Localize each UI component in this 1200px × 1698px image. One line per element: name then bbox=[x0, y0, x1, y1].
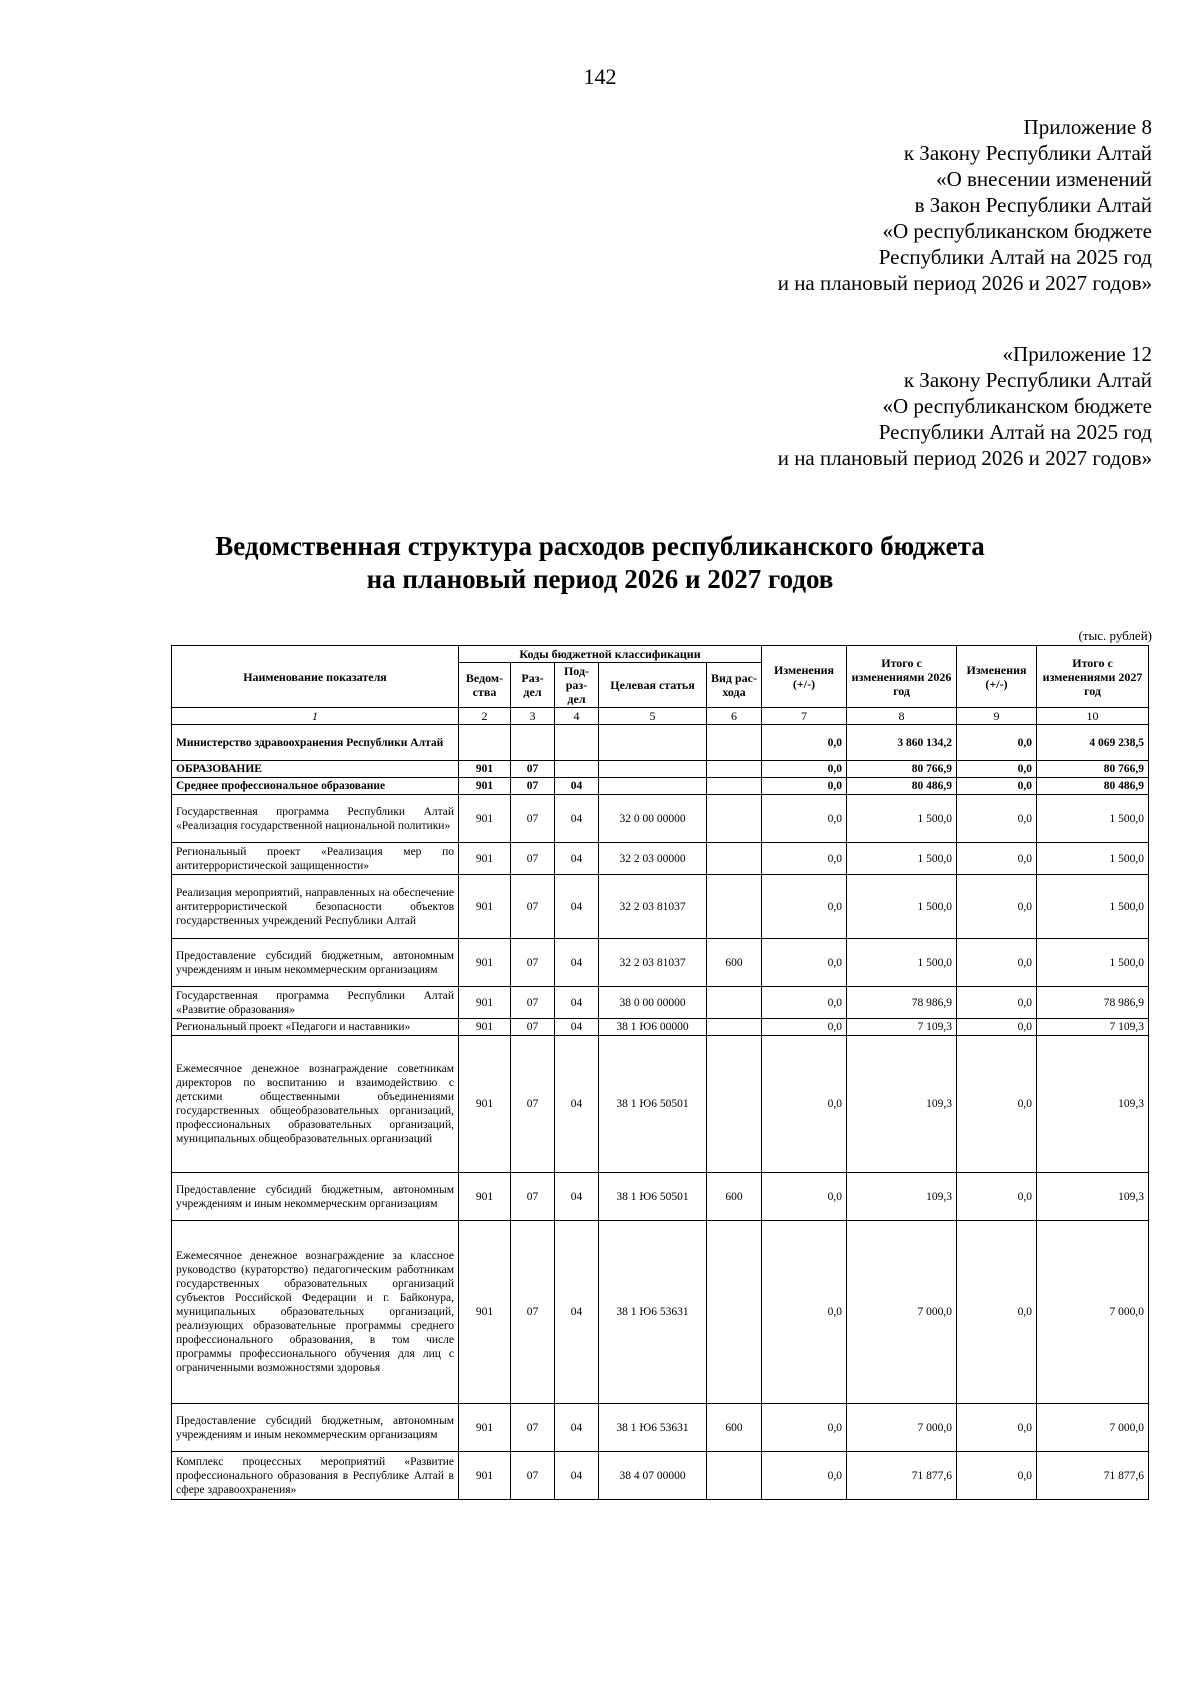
row-change-2027: 0,0 bbox=[957, 725, 1037, 761]
header-codes-group: Коды бюджетной классификации bbox=[459, 646, 762, 663]
row-celevaya bbox=[599, 778, 707, 795]
appendix-8-line: и на плановый период 2026 и 2027 годов» bbox=[777, 271, 1152, 295]
row-vid bbox=[707, 1452, 762, 1500]
row-total-2026: 1 500,0 bbox=[847, 875, 957, 939]
row-total-2027: 80 766,9 bbox=[1037, 761, 1149, 778]
appendix-8-line: «О внесении изменений bbox=[936, 167, 1152, 191]
column-number: 3 bbox=[511, 708, 555, 725]
row-vid: 600 bbox=[707, 1404, 762, 1452]
row-change-2026: 0,0 bbox=[762, 1452, 847, 1500]
row-change-2026: 0,0 bbox=[762, 795, 847, 843]
row-name: Региональный проект «Реализация мер по антитеррористической защищенности» bbox=[172, 843, 459, 875]
row-podrazdel: 04 bbox=[555, 1404, 599, 1452]
row-change-2027: 0,0 bbox=[957, 875, 1037, 939]
row-celevaya: 32 0 00 00000 bbox=[599, 795, 707, 843]
row-vid bbox=[707, 1019, 762, 1036]
column-numbers-row bbox=[172, 708, 1149, 725]
row-change-2027: 0,0 bbox=[957, 778, 1037, 795]
row-celevaya bbox=[599, 725, 707, 761]
row-razdel: 07 bbox=[511, 1221, 555, 1404]
header-name: Наименование показателя bbox=[172, 646, 459, 708]
row-total-2027: 7 109,3 bbox=[1037, 1019, 1149, 1036]
row-vedomstvo: 901 bbox=[459, 1019, 511, 1036]
header-podrazdel: Под-раз-дел bbox=[555, 663, 599, 708]
table-row bbox=[172, 843, 1149, 875]
row-razdel: 07 bbox=[511, 1173, 555, 1221]
row-change-2027: 0,0 bbox=[957, 939, 1037, 987]
row-razdel: 07 bbox=[511, 875, 555, 939]
row-change-2026: 0,0 bbox=[762, 843, 847, 875]
table-row bbox=[172, 725, 1149, 761]
row-change-2027: 0,0 bbox=[957, 795, 1037, 843]
row-podrazdel: 04 bbox=[555, 1019, 599, 1036]
row-name: Государственная программа Республики Алтай «Развитие образования» bbox=[172, 987, 459, 1019]
appendix-8-line: Приложение 8 bbox=[1023, 115, 1152, 139]
row-change-2026: 0,0 bbox=[762, 778, 847, 795]
table-row bbox=[172, 1036, 1149, 1173]
header-total-2027: Итого с изменениями 2027 год bbox=[1037, 646, 1149, 708]
row-name: Реализация мероприятий, направленных на обеспечение антитеррористической безопасности объектов государственных учреждений Республики Алтай bbox=[172, 875, 459, 939]
row-celevaya: 32 2 03 00000 bbox=[599, 843, 707, 875]
row-name: Государственная программа Республики Алтай «Реализация государственной национальной политики» bbox=[172, 795, 459, 843]
row-razdel: 07 bbox=[511, 778, 555, 795]
column-number: 4 bbox=[555, 708, 599, 725]
page-number: 142 bbox=[583, 64, 617, 89]
row-total-2027: 71 877,6 bbox=[1037, 1452, 1149, 1500]
table-row bbox=[172, 1019, 1149, 1036]
table-row bbox=[172, 761, 1149, 778]
column-number: 2 bbox=[459, 708, 511, 725]
row-change-2026: 0,0 bbox=[762, 1036, 847, 1173]
row-podrazdel: 04 bbox=[555, 987, 599, 1019]
row-vid bbox=[707, 1221, 762, 1404]
row-total-2026: 3 860 134,2 bbox=[847, 725, 957, 761]
row-vedomstvo: 901 bbox=[459, 875, 511, 939]
row-celevaya: 38 1 Ю6 50501 bbox=[599, 1173, 707, 1221]
table-header bbox=[172, 646, 1149, 725]
row-total-2027: 78 986,9 bbox=[1037, 987, 1149, 1019]
header-celevaya: Целевая статья bbox=[599, 663, 707, 708]
row-vedomstvo: 901 bbox=[459, 1221, 511, 1404]
row-podrazdel: 04 bbox=[555, 875, 599, 939]
row-vedomstvo bbox=[459, 725, 511, 761]
appendix-12-line: Республики Алтай на 2025 год bbox=[878, 420, 1152, 444]
row-total-2026: 80 486,9 bbox=[847, 778, 957, 795]
table-row bbox=[172, 1404, 1149, 1452]
table-row bbox=[172, 778, 1149, 795]
row-celevaya: 38 1 Ю6 50501 bbox=[599, 1036, 707, 1173]
row-celevaya bbox=[599, 761, 707, 778]
row-name: Ежемесячное денежное вознаграждение советникам директоров по воспитанию и взаимодействию с детскими общественными объединениями государственных общеобразовательных организаций, профессиональных образовательных организаций, муниципальных общеобразовательных организаций bbox=[172, 1036, 459, 1173]
row-vedomstvo: 901 bbox=[459, 1173, 511, 1221]
row-total-2026: 78 986,9 bbox=[847, 987, 957, 1019]
row-total-2026: 7 109,3 bbox=[847, 1019, 957, 1036]
table-row bbox=[172, 1173, 1149, 1221]
row-name: ОБРАЗОВАНИЕ bbox=[172, 761, 459, 778]
row-total-2026: 1 500,0 bbox=[847, 795, 957, 843]
column-number: 10 bbox=[1037, 708, 1149, 725]
document-title-line-1: Ведомственная структура расходов республиканского бюджета bbox=[215, 531, 985, 561]
appendix-12-line: «Приложение 12 bbox=[1002, 342, 1152, 366]
table-row bbox=[172, 987, 1149, 1019]
row-podrazdel: 04 bbox=[555, 795, 599, 843]
row-total-2027: 109,3 bbox=[1037, 1173, 1149, 1221]
budget-table bbox=[171, 645, 1149, 1500]
appendix-12-line: и на плановый период 2026 и 2027 годов» bbox=[777, 446, 1152, 470]
column-number: 6 bbox=[707, 708, 762, 725]
row-razdel: 07 bbox=[511, 1452, 555, 1500]
row-change-2027: 0,0 bbox=[957, 1404, 1037, 1452]
row-total-2026: 1 500,0 bbox=[847, 939, 957, 987]
row-razdel: 07 bbox=[511, 795, 555, 843]
row-change-2026: 0,0 bbox=[762, 725, 847, 761]
row-celevaya: 38 1 Ю6 53631 bbox=[599, 1221, 707, 1404]
row-vid bbox=[707, 843, 762, 875]
units-label: (тыс. рублей) bbox=[1078, 628, 1152, 643]
row-name: Комплекс процессных мероприятий «Развитие профессионального образования в Республике Алтай в сфере здравоохранения» bbox=[172, 1452, 459, 1500]
document-title bbox=[0, 530, 1200, 596]
row-podrazdel: 04 bbox=[555, 843, 599, 875]
row-vedomstvo: 901 bbox=[459, 1036, 511, 1173]
row-change-2026: 0,0 bbox=[762, 1173, 847, 1221]
row-razdel: 07 bbox=[511, 987, 555, 1019]
appendix-8-line: Республики Алтай на 2025 год bbox=[878, 245, 1152, 269]
row-name: Министерство здравоохранения Республики Алтай bbox=[172, 725, 459, 761]
row-name: Региональный проект «Педагоги и наставники» bbox=[172, 1019, 459, 1036]
row-celevaya: 38 0 00 00000 bbox=[599, 987, 707, 1019]
row-podrazdel: 04 bbox=[555, 939, 599, 987]
row-podrazdel: 04 bbox=[555, 1452, 599, 1500]
row-razdel: 07 bbox=[511, 1019, 555, 1036]
appendix-12-header bbox=[778, 341, 1152, 471]
row-podrazdel: 04 bbox=[555, 1173, 599, 1221]
row-vedomstvo: 901 bbox=[459, 795, 511, 843]
row-vid bbox=[707, 725, 762, 761]
row-change-2027: 0,0 bbox=[957, 1221, 1037, 1404]
column-number: 9 bbox=[957, 708, 1037, 725]
row-name: Предоставление субсидий бюджетным, автономным учреждениям и иным некоммерческим организациям bbox=[172, 1173, 459, 1221]
row-total-2026: 1 500,0 bbox=[847, 843, 957, 875]
table-row bbox=[172, 875, 1149, 939]
row-total-2027: 1 500,0 bbox=[1037, 875, 1149, 939]
row-vid bbox=[707, 987, 762, 1019]
row-vedomstvo: 901 bbox=[459, 939, 511, 987]
row-razdel bbox=[511, 725, 555, 761]
row-razdel: 07 bbox=[511, 761, 555, 778]
row-change-2027: 0,0 bbox=[957, 1019, 1037, 1036]
header-change-2026: Изменения (+/-) bbox=[762, 646, 847, 708]
row-vedomstvo: 901 bbox=[459, 761, 511, 778]
row-change-2027: 0,0 bbox=[957, 987, 1037, 1019]
row-change-2026: 0,0 bbox=[762, 761, 847, 778]
row-razdel: 07 bbox=[511, 1036, 555, 1173]
row-total-2027: 80 486,9 bbox=[1037, 778, 1149, 795]
table-row bbox=[172, 939, 1149, 987]
row-total-2027: 1 500,0 bbox=[1037, 939, 1149, 987]
row-podrazdel bbox=[555, 761, 599, 778]
row-celevaya: 32 2 03 81037 bbox=[599, 875, 707, 939]
row-total-2027: 4 069 238,5 bbox=[1037, 725, 1149, 761]
row-celevaya: 38 4 07 00000 bbox=[599, 1452, 707, 1500]
header-razdel: Раз-дел bbox=[511, 663, 555, 708]
row-total-2026: 7 000,0 bbox=[847, 1404, 957, 1452]
appendix-8-line: в Закон Республики Алтай bbox=[914, 193, 1152, 217]
row-change-2026: 0,0 bbox=[762, 1019, 847, 1036]
row-celevaya: 32 2 03 81037 bbox=[599, 939, 707, 987]
row-podrazdel bbox=[555, 725, 599, 761]
row-change-2027: 0,0 bbox=[957, 1036, 1037, 1173]
row-vedomstvo: 901 bbox=[459, 987, 511, 1019]
row-change-2027: 0,0 bbox=[957, 1452, 1037, 1500]
row-name: Среднее профессиональное образование bbox=[172, 778, 459, 795]
row-total-2027: 1 500,0 bbox=[1037, 795, 1149, 843]
row-vedomstvo: 901 bbox=[459, 1452, 511, 1500]
row-change-2026: 0,0 bbox=[762, 1404, 847, 1452]
row-name: Предоставление субсидий бюджетным, автономным учреждениям и иным некоммерческим организациям bbox=[172, 939, 459, 987]
row-total-2027: 109,3 bbox=[1037, 1036, 1149, 1173]
appendix-8-line: к Закону Республики Алтай bbox=[903, 141, 1152, 165]
row-vid bbox=[707, 761, 762, 778]
table-row bbox=[172, 795, 1149, 843]
row-change-2027: 0,0 bbox=[957, 843, 1037, 875]
row-podrazdel: 04 bbox=[555, 778, 599, 795]
row-total-2026: 7 000,0 bbox=[847, 1221, 957, 1404]
row-change-2026: 0,0 bbox=[762, 939, 847, 987]
table-row bbox=[172, 1221, 1149, 1404]
row-vid bbox=[707, 1036, 762, 1173]
header-change-2027: Изменения (+/-) bbox=[957, 646, 1037, 708]
row-change-2026: 0,0 bbox=[762, 987, 847, 1019]
header-vid: Вид рас-хода bbox=[707, 663, 762, 708]
row-vid: 600 bbox=[707, 1173, 762, 1221]
row-total-2027: 7 000,0 bbox=[1037, 1404, 1149, 1452]
column-number: 1 bbox=[172, 708, 459, 725]
row-change-2027: 0,0 bbox=[957, 1173, 1037, 1221]
row-podrazdel: 04 bbox=[555, 1221, 599, 1404]
row-change-2027: 0,0 bbox=[957, 761, 1037, 778]
row-vid: 600 bbox=[707, 939, 762, 987]
row-vid bbox=[707, 875, 762, 939]
row-celevaya: 38 1 Ю6 00000 bbox=[599, 1019, 707, 1036]
row-name: Предоставление субсидий бюджетным, автономным учреждениям и иным некоммерческим организациям bbox=[172, 1404, 459, 1452]
row-total-2026: 80 766,9 bbox=[847, 761, 957, 778]
table-body bbox=[172, 725, 1149, 1500]
column-number: 8 bbox=[847, 708, 957, 725]
row-total-2027: 1 500,0 bbox=[1037, 843, 1149, 875]
appendix-12-line: к Закону Республики Алтай bbox=[903, 368, 1152, 392]
row-total-2026: 109,3 bbox=[847, 1173, 957, 1221]
column-number: 7 bbox=[762, 708, 847, 725]
header-vedomstvo: Ведом-ства bbox=[459, 663, 511, 708]
header-total-2026: Итого с изменениями 2026 год bbox=[847, 646, 957, 708]
row-podrazdel: 04 bbox=[555, 1036, 599, 1173]
column-number: 5 bbox=[599, 708, 707, 725]
row-vedomstvo: 901 bbox=[459, 843, 511, 875]
row-vid bbox=[707, 778, 762, 795]
row-vedomstvo: 901 bbox=[459, 1404, 511, 1452]
row-name: Ежемесячное денежное вознаграждение за классное руководство (кураторство) педагогическим работникам государственных образовательных организаций субъектов Российской Федерации и г. Байконура, муниципальных образовательных организаций, реализующих образовательные программы среднего профессионального образования, в том числе программы профессионального обучения для лиц с ограниченными возможностями здоровья bbox=[172, 1221, 459, 1404]
document-title-line-2: на плановый период 2026 и 2027 годов bbox=[366, 564, 834, 594]
row-vedomstvo: 901 bbox=[459, 778, 511, 795]
row-change-2026: 0,0 bbox=[762, 1221, 847, 1404]
appendix-8-line: «О республиканском бюджете bbox=[882, 219, 1152, 243]
row-razdel: 07 bbox=[511, 843, 555, 875]
row-total-2026: 109,3 bbox=[847, 1036, 957, 1173]
appendix-8-header bbox=[778, 114, 1152, 296]
row-razdel: 07 bbox=[511, 1404, 555, 1452]
appendix-12-line: «О республиканском бюджете bbox=[882, 394, 1152, 418]
row-change-2026: 0,0 bbox=[762, 875, 847, 939]
row-vid bbox=[707, 795, 762, 843]
table-row bbox=[172, 1452, 1149, 1500]
row-total-2026: 71 877,6 bbox=[847, 1452, 957, 1500]
row-razdel: 07 bbox=[511, 939, 555, 987]
row-celevaya: 38 1 Ю6 53631 bbox=[599, 1404, 707, 1452]
row-total-2027: 7 000,0 bbox=[1037, 1221, 1149, 1404]
